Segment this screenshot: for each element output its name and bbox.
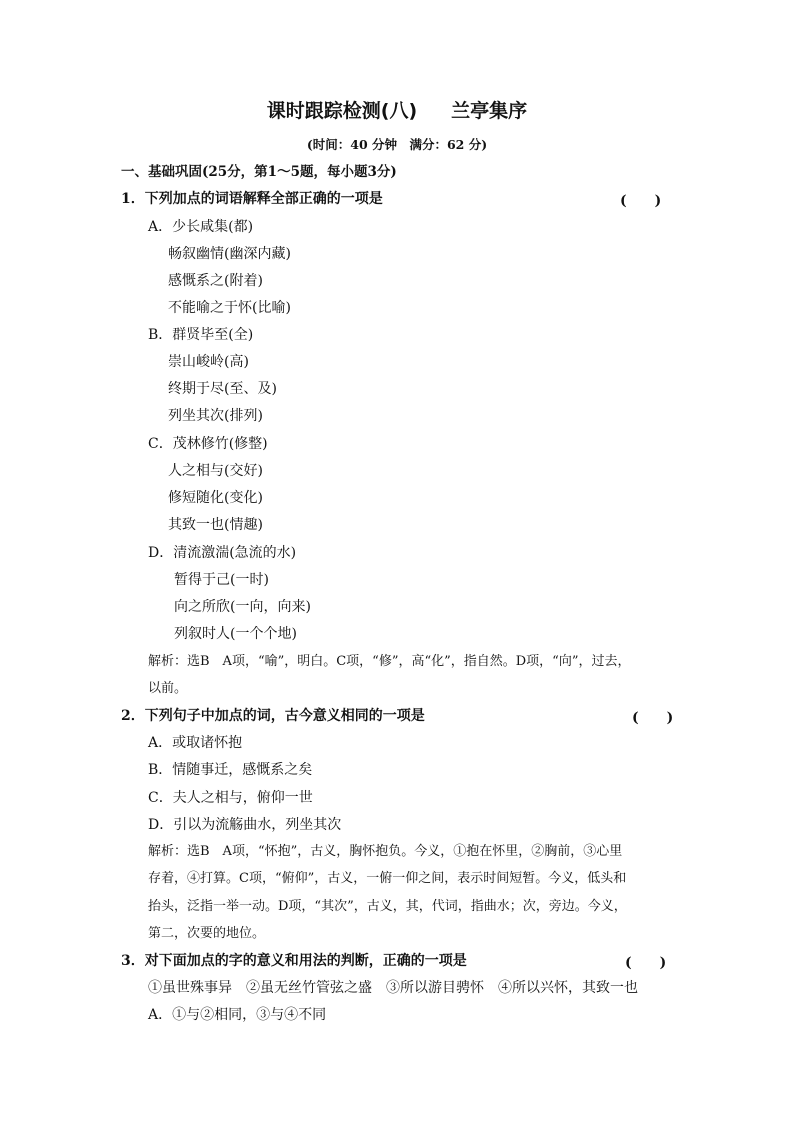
q2-option-a: A．或取诸怀抱 <box>148 735 243 751</box>
page-title <box>0 96 794 123</box>
q1-option-b-line4: 列坐其次(排列) <box>168 408 263 424</box>
q1-option-c-line4: 其致一也(情趣) <box>168 517 263 533</box>
question-3-answer-blank: ( ) <box>625 955 667 971</box>
q3-items: ①虽世殊事异 ②虽无丝竹管弦之盛 ③所以游目骋怀 ④所以兴怀，其致一也 <box>148 980 638 996</box>
question-1-stem: 1．下列加点的词语解释全部正确的一项是 <box>121 191 383 207</box>
q1-option-a-line2: 畅叙幽情(幽深内藏) <box>168 246 291 262</box>
q1-option-d-line4: 列叙时人(一个个地) <box>174 626 297 642</box>
q1-option-a-line4: 不能喻之于怀(比喻) <box>168 300 291 316</box>
title-text-name: 兰亭集序 <box>451 100 528 122</box>
time-score-info: (时间：40 分钟 满分：62 分) <box>306 137 488 152</box>
q1-option-d-line3: 向之所欣(一向，向来) <box>174 599 311 615</box>
q1-option-a-line3: 感慨系之(附着) <box>168 273 263 289</box>
q3-option-a: A．①与②相同，③与④不同 <box>148 1007 327 1023</box>
q2-option-d: D．引以为流觞曲水，列坐其次 <box>148 817 342 833</box>
section-heading: 一、基础巩固(25分，第1～5题，每小题3分) <box>121 164 397 180</box>
q1-option-b-line2: 崇山峻岭(高) <box>168 354 249 370</box>
q1-option-d-line2: 暂得于己(一时) <box>174 572 269 588</box>
q1-option-b-line3: 终期于尽(至、及) <box>168 381 277 397</box>
question-2-stem: 2．下列句子中加点的词，古今意义相同的一项是 <box>121 708 425 724</box>
q1-analysis-line2: 以前。 <box>148 681 188 696</box>
q1-analysis-line1: 解析：选B A项，“喻”，明白。C项，“修”，高“化”，指自然。D项，“向”，过去， <box>148 654 631 669</box>
question-1-answer-blank: ( ) <box>620 193 662 209</box>
question-3-stem: 3．对下面加点的字的意义和用法的判断，正确的一项是 <box>121 953 467 969</box>
q1-option-c-line1: C．茂林修竹(修整) <box>148 436 268 452</box>
q2-analysis-line1: 解析：选B A项，“怀抱”，古义，胸怀抱负。今义，①抱在怀里，②胸前，③心里 <box>148 844 623 859</box>
q1-option-c-line2: 人之相与(交好) <box>168 463 263 479</box>
q1-option-c-line3: 修短随化(变化) <box>168 490 263 506</box>
question-2-answer-blank: ( ) <box>632 710 674 726</box>
q2-analysis-line3: 抬头，泛指一举一动。D项，“其次”，古义，其，代词，指曲水；次，旁边。今义， <box>148 899 627 914</box>
title-main: 课时跟踪检测(八) <box>266 100 418 122</box>
q1-option-b-line1: B．群贤毕至(全) <box>148 327 254 343</box>
q2-analysis-line4: 第二，次要的地位。 <box>148 926 266 941</box>
q2-analysis-line2: 存着，④打算。C项，“俯仰”，古义，一俯一仰之间，表示时间短暂。今义，低头和 <box>148 871 627 886</box>
q2-option-c: C．夫人之相与，俯仰一世 <box>148 790 313 806</box>
q1-option-d-line1: D．清流激湍(急流的水) <box>148 545 297 561</box>
q1-option-a-line1: A．少长咸集(都) <box>148 219 254 235</box>
q2-option-b: B．情随事迁，感慨系之矣 <box>148 762 313 778</box>
